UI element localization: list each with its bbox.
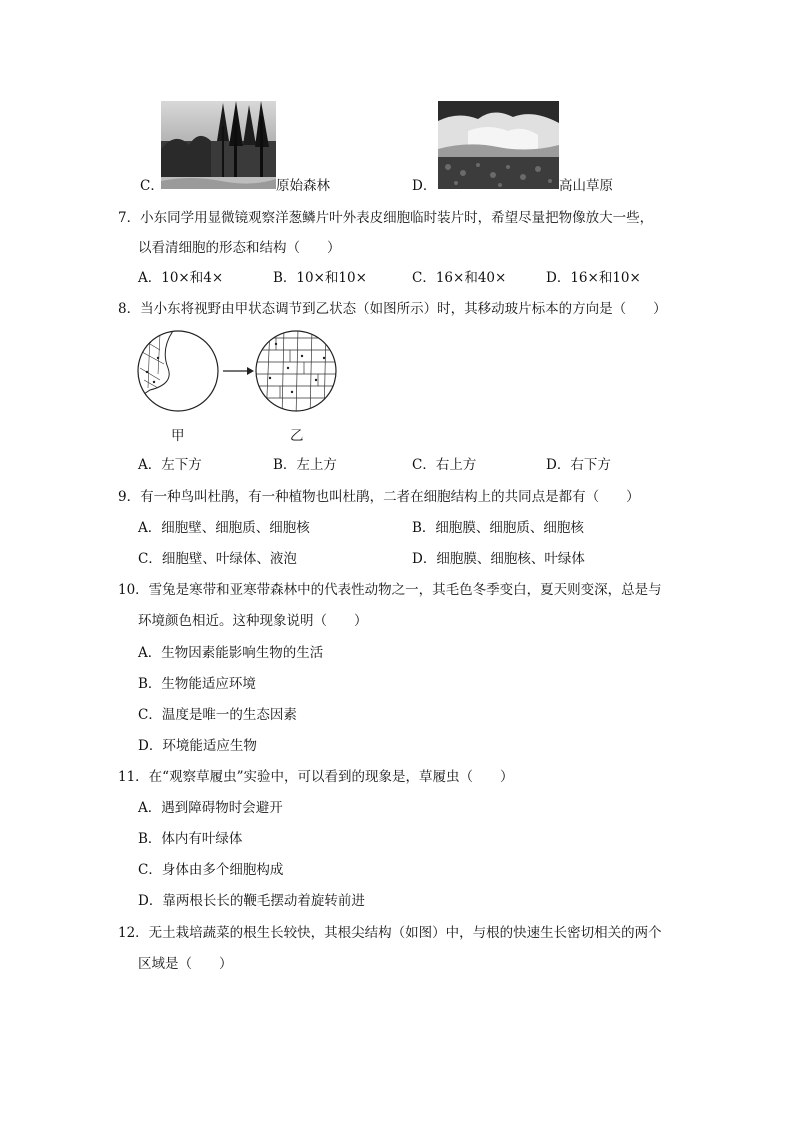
q10-stem-line2: 环境颜色相近。这种现象说明（ ）: [138, 613, 368, 629]
q6-option-d-text: 高山草原: [559, 178, 613, 194]
q7-stem-line2: 以看清细胞的形态和结构（ ）: [138, 240, 341, 256]
q7-stem-line1: 7．小东同学用显微镜观察洋葱鳞片叶外表皮细胞临时装片时，希望尽量把物像放大一些，: [118, 210, 654, 226]
q10-option-b: B．生物能适应环境: [138, 676, 256, 692]
q12-stem-line2: 区域是（ ）: [138, 956, 233, 972]
q11-option-d: D．靠两根长长的鞭毛摆动着旋转前进: [138, 893, 365, 909]
q8-option-a: A．左下方: [138, 457, 202, 473]
microscope-field-figure: [130, 328, 350, 418]
q10-option-d: D．环境能适应生物: [138, 738, 257, 754]
q7-option-b: B．10×和10×: [273, 270, 367, 286]
q12-stem-line1: 12．无土栽培蔬菜的根生长较快，其根尖结构（如图）中，与根的快速生长密切相关的两个: [118, 925, 662, 941]
q9-option-a: A．细胞壁、细胞质、细胞核: [138, 520, 310, 536]
q6-option-d-label: D．: [412, 178, 437, 194]
q7-option-a: A．10×和4×: [138, 270, 224, 286]
q9-option-c: C．细胞壁、叶绿体、液泡: [138, 551, 297, 567]
q8-option-c: C．右上方: [412, 457, 477, 473]
q9-option-d: D．细胞膜、细胞核、叶绿体: [412, 551, 585, 567]
grassland-photo: [438, 101, 559, 189]
q11-option-c: C．身体由多个细胞构成: [138, 862, 284, 878]
label-yi: 乙: [290, 428, 304, 444]
q6-option-c-text: 原始森林: [276, 178, 330, 194]
forest-photo: [161, 101, 276, 189]
q8-stem-line1: 8．当小东将视野由甲状态调节到乙状态（如图所示）时，其移动玻片标本的方向是（ ）: [118, 301, 667, 317]
q10-stem-line1: 10．雪兔是寒带和亚寒带森林中的代表性动物之一，其毛色冬季变白，夏天则变深，总是与: [118, 582, 662, 598]
q7-option-c: C．16×和40×: [412, 270, 507, 286]
label-jia: 甲: [171, 428, 185, 444]
q9-stem-line1: 9．有一种鸟叫杜鹃，有一种植物也叫杜鹃，二者在细胞结构上的共同点是都有（ ）: [118, 489, 640, 505]
q8-option-d: D．右下方: [546, 457, 611, 473]
q11-option-b: B．体内有叶绿体: [138, 831, 243, 847]
q7-option-d: D．16×和10×: [546, 270, 641, 286]
q11-option-a: A．遇到障碍物时会避开: [138, 800, 283, 816]
q8-option-b: B．左上方: [273, 457, 337, 473]
q9-option-b: B．细胞膜、细胞质、细胞核: [412, 520, 584, 536]
q10-option-a: A．生物因素能影响生物的生活: [138, 645, 324, 661]
q11-stem-line1: 11．在“观察草履虫”实验中，可以看到的现象是，草履虫（ ）: [118, 769, 514, 785]
q10-option-c: C．温度是唯一的生态因素: [138, 707, 297, 723]
q6-option-c-label: C．: [140, 178, 164, 194]
